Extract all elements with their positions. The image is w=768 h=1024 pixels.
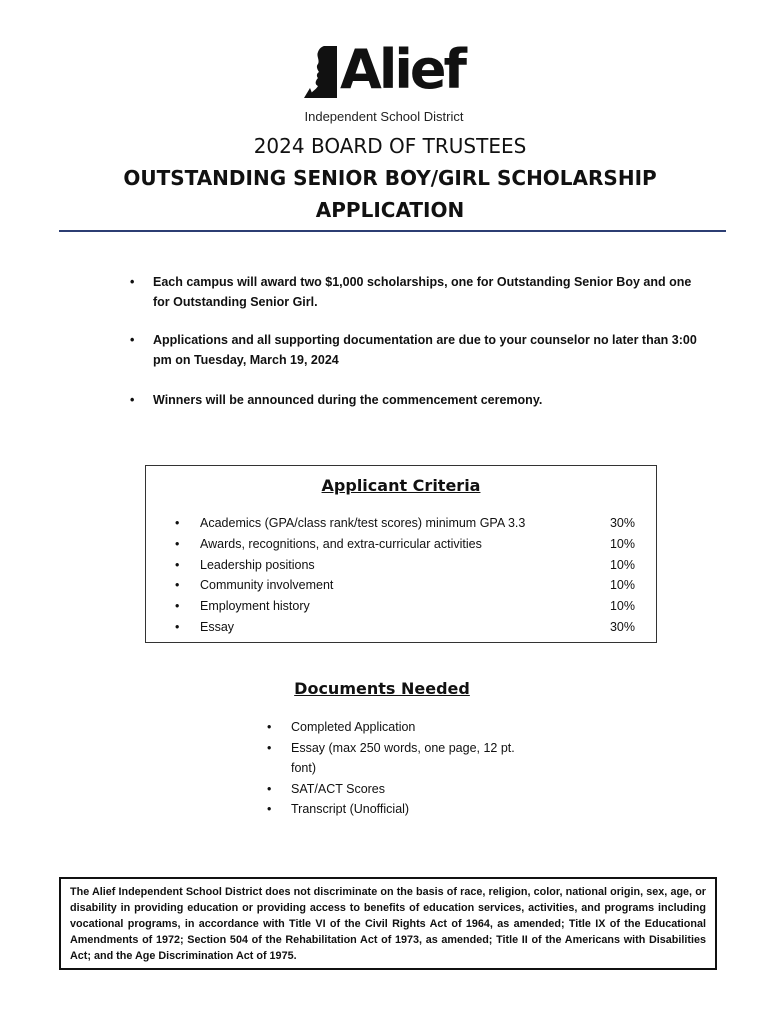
criteria-row: [175, 596, 635, 617]
bullet-icon: •: [130, 393, 135, 407]
documents-heading: Documents Needed: [294, 679, 470, 698]
bullet-icon: •: [175, 536, 180, 551]
criteria-label: Community involvement: [200, 578, 334, 593]
criteria-percent: 10%: [609, 557, 635, 572]
criteria-label: Academics (GPA/class rank/test scores) minimum GPA 3.3: [200, 516, 526, 530]
criteria-label: Essay: [200, 619, 235, 634]
announcement-list: [130, 272, 710, 422]
bullet-icon: •: [175, 619, 180, 634]
criteria-label: Leadership positions: [200, 557, 315, 572]
criteria-row: [175, 575, 635, 596]
bullet-icon: •: [267, 720, 272, 734]
criteria-row: [175, 617, 635, 638]
bullet-icon: •: [130, 275, 135, 289]
announcement-item: [130, 390, 710, 410]
bullet-icon: •: [175, 578, 180, 593]
page-title: [0, 130, 768, 226]
title-divider: [59, 230, 726, 232]
announcement-item: [130, 330, 710, 370]
document-text: Essay (max 250 words, one page, 12 pt. font): [291, 740, 515, 775]
criteria-row: [175, 513, 635, 534]
announcement-text: Winners will be announced during the commencement ceremony.: [153, 393, 543, 407]
document-item: [267, 779, 527, 800]
title-line-2: OUTSTANDING SENIOR BOY/GIRL SCHOLARSHIP: [123, 166, 657, 190]
criteria-label: Employment history: [200, 599, 310, 614]
district-logo: [0, 38, 768, 124]
announcement-item: [130, 272, 710, 312]
nondiscrimination-notice: The Alief Independent School District does not discriminate on the basis of race, religion, color, national origin, sex, age, or disability in providing education or providing access to benefits of education services, activities, and programs including vocational programs, in accordance with Title VI of the Civil Rights Act of 1964, as amended; Title IX of the Educational Amendments of 1972; Section 504 of the Rehabilitation Act of 1973, as amended; Title II of the Americans with Disabilities Act; and the Age Discrimination Act of 1975.: [59, 877, 717, 970]
bullet-icon: •: [130, 333, 135, 347]
criteria-row: [175, 534, 635, 555]
criteria-label: Awards, recognitions, and extra-curricular activities: [200, 536, 482, 551]
criteria-percent: 30%: [609, 619, 635, 634]
title-line-1: 2024 BOARD OF TRUSTEES: [253, 134, 527, 158]
applicant-criteria-box: [145, 465, 657, 643]
document-text: Transcript (Unofficial): [291, 802, 410, 816]
criteria-list: [175, 513, 635, 638]
bullet-icon: •: [175, 599, 180, 614]
document-text: SAT/ACT Scores: [291, 781, 386, 796]
logo-subtitle: Independent School District: [304, 109, 464, 124]
announcement-text: Each campus will award two $1,000 scholarships, one for Outstanding Senior Boy and one for Outstanding Senior Girl.: [153, 275, 692, 309]
title-line-3: APPLICATION: [315, 198, 465, 222]
bullet-icon: •: [267, 802, 272, 816]
document-text: Completed Application: [291, 720, 416, 734]
bullet-icon: •: [175, 516, 180, 530]
silhouette-icon: [304, 44, 338, 98]
bullet-icon: •: [175, 557, 180, 572]
logo-wordmark: Alief: [340, 38, 464, 101]
document-item: [267, 717, 527, 738]
criteria-percent: 10%: [609, 578, 635, 593]
document-item: [267, 738, 527, 779]
criteria-row: [175, 555, 635, 576]
announcement-text: Applications and all supporting documentation are due to your counselor no later than 3:00 pm on Tuesday, March 19, 2024: [153, 333, 697, 367]
criteria-percent: 10%: [609, 536, 635, 551]
bullet-icon: •: [267, 781, 272, 796]
document-item: [267, 799, 527, 820]
documents-list: [267, 717, 527, 820]
criteria-heading: Applicant Criteria: [321, 476, 481, 495]
criteria-percent: 30%: [609, 516, 635, 530]
criteria-percent: 10%: [609, 599, 635, 614]
bullet-icon: •: [267, 740, 272, 755]
